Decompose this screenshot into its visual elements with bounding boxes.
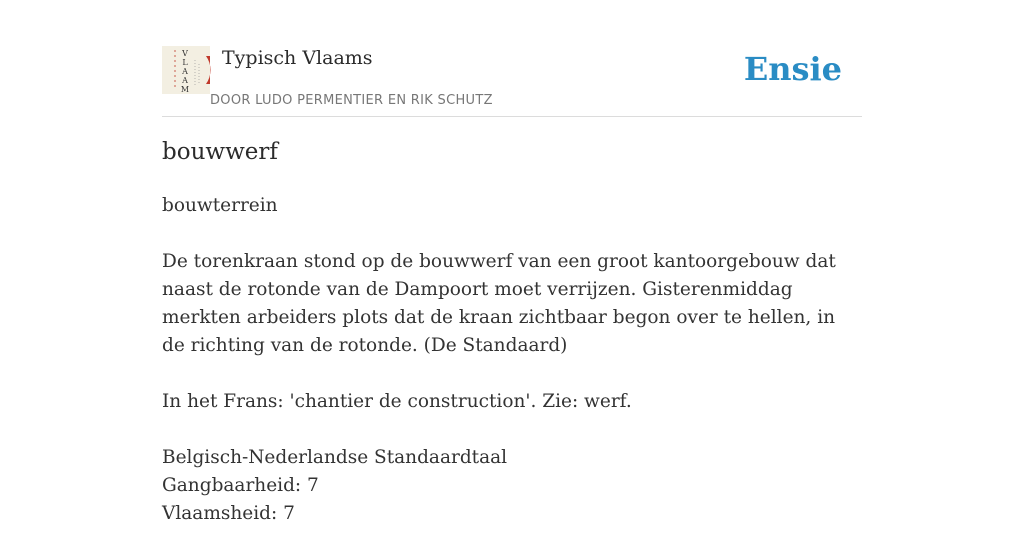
dictionary-logo-icon[interactable]	[162, 46, 210, 94]
svg-text:V: V	[182, 49, 188, 58]
entry-term: bouwwerf	[162, 139, 278, 165]
svg-text:M: M	[180, 85, 190, 94]
entry-french-note: In het Frans: 'chantier de construction'. Zie: werf.	[162, 391, 632, 412]
dictionary-title[interactable]: Typisch Vlaams	[222, 47, 373, 69]
entry-definition: bouwterrein	[162, 195, 278, 216]
entry-content	[162, 192, 862, 556]
ensie-brand-link[interactable]: Ensie	[743, 50, 842, 88]
entry-meta	[162, 444, 862, 528]
svg-text:A: A	[182, 76, 188, 85]
svg-text:L: L	[182, 58, 188, 67]
entry-gangbaarheid: Gangbaarheid: 7	[162, 475, 319, 496]
dictionary-header	[162, 46, 862, 117]
dictionary-authors: DOOR LUDO PERMENTIER EN RIK SCHUTZ	[210, 93, 493, 108]
entry-language: Belgisch-Nederlandse Standaardtaal	[162, 447, 508, 468]
entry-vlaamsheid: Vlaamsheid: 7	[162, 503, 295, 524]
entry-example: De torenkraan stond op de bouwwerf van een groot kantoorgebouw dat naast de rotonde van de Dampoort moet verrijzen. Gisterenmiddag merkten arbeiders plots dat de kraan zichtbaar begon over te hellen, in de richting van de rotonde. (De Standaard)	[162, 251, 836, 356]
svg-text:A: A	[182, 67, 188, 76]
